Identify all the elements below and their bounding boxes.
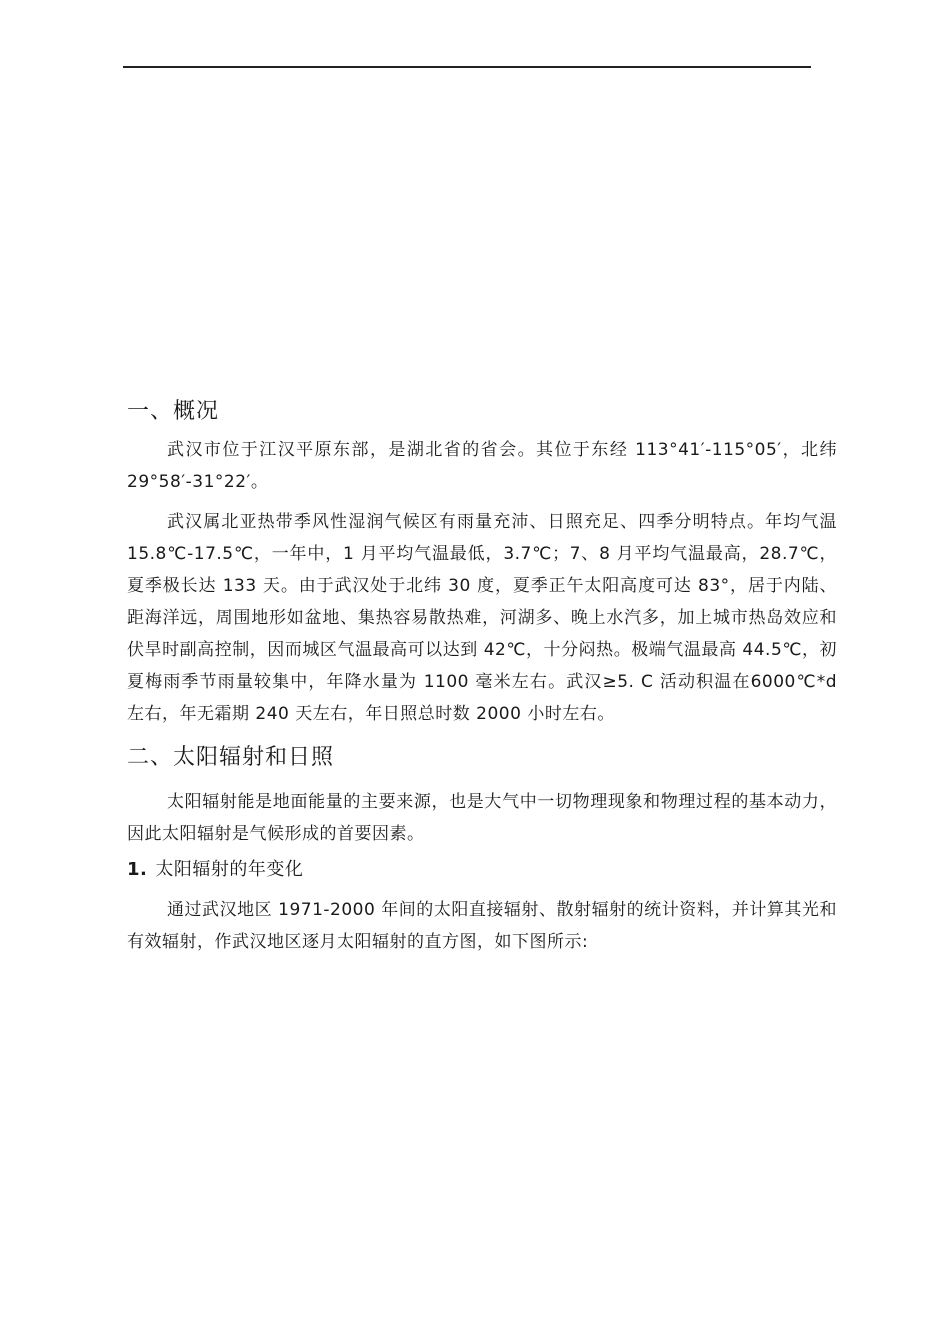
- paragraph-location: 武汉市位于江汉平原东部，是湖北省的省会。其位于东经 113°41′-115°05′，北纬 29°58′-31°22′。: [127, 440, 837, 492]
- subsection-heading-annual-variation: [127, 852, 837, 888]
- section-heading-solar-radiation: 二、太阳辐射和日照: [127, 745, 335, 770]
- paragraph-climate: 武汉属北亚热带季风性湿润气候区有雨量充沛、日照充足、四季分明特点。年均气温 15.8℃-17.5℃，一年中，1 月平均气温最低，3.7℃；7、8 月平均气温最高，28.7℃，夏季极长达 133 天。由于武汉处于北纬 30 度，夏季正午太阳高度可达 83°，居于内陆、距海洋远，周围地形如盆地、集热容易散热难，河湖多、晚上水汽多，加上城市热岛效应和伏旱时副高控制，因而城区气温最高可以达到 42℃，十分闷热。极端气温最高 44.5℃，初夏梅雨季节雨量较集中，年降水量为 1100 毫米左右。武汉≥5. C 活动积温在6000℃*d 左右，年无霜期 240 天左右，年日照总时数 2000 小时左右。: [127, 512, 837, 724]
- paragraph-solar-intro: 太阳辐射能是地面能量的主要来源，也是大气中一切物理现象和物理过程的基本动力，因此太阳辐射是气候形成的首要因素。: [127, 792, 837, 844]
- section-heading-overview: 一、概况: [127, 399, 220, 424]
- paragraph-radiation-data: 通过武汉地区 1971-2000 年间的太阳直接辐射、散射辐射的统计资料，并计算其光和有效辐射，作武汉地区逐月太阳辐射的直方图，如下图所示:: [127, 900, 837, 952]
- document-body: [127, 392, 837, 958]
- header-rule: [123, 66, 811, 68]
- subsection-number: 1.: [127, 859, 148, 880]
- subsection-title: 太阳辐射的年变化: [155, 859, 304, 880]
